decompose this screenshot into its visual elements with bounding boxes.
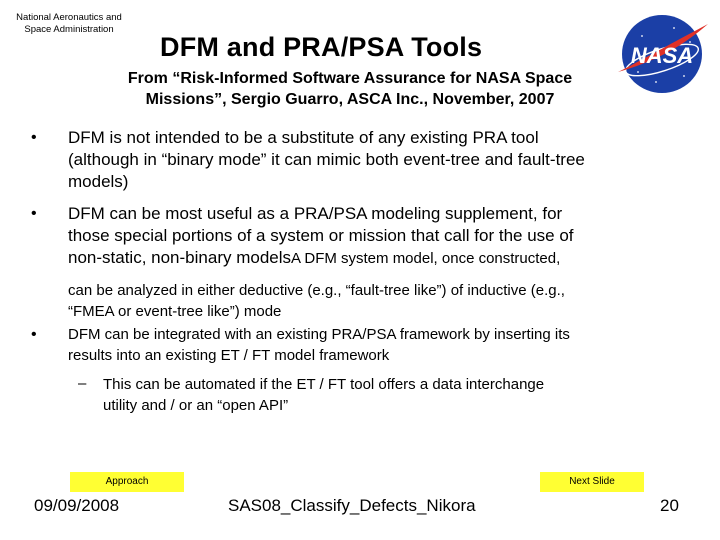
sub-bullet <box>103 374 544 416</box>
sub-bullet-line-1: This can be automated if the ET / FT tool offers a data interchange <box>103 376 545 393</box>
slide-subtitle <box>80 68 620 110</box>
bullet-2-continuation <box>68 280 565 322</box>
nasa-logo <box>612 10 712 98</box>
bullet-1-line-2: (although in “binary mode” it can mimic both event-tree and fault-tree <box>68 150 585 169</box>
footer-date: 09/09/2008 <box>34 496 120 515</box>
subtitle-line-2: Missions”, Sergio Guarro, ASCA Inc., November, 2007 <box>145 91 555 108</box>
bullet-2-cont-line-2: “FMEA or event-tree like”) mode <box>68 303 282 320</box>
bullet-3 <box>68 324 570 366</box>
subtitle-line-1: From “Risk-Informed Software Assurance for NASA Space <box>127 70 573 87</box>
bullet-2-line-2: those special portions of a system or mission that call for the use of <box>68 226 574 245</box>
bullet-2-line-1: DFM can be most useful as a PRA/PSA modeling supplement, for <box>68 204 563 223</box>
bullet-2 <box>68 203 574 270</box>
bullet-1-line-3: models) <box>68 172 129 191</box>
sub-bullet-line-2: utility and / or an “open API” <box>103 397 289 414</box>
bullet-2-line-3 <box>68 247 574 270</box>
approach-button[interactable]: Approach <box>70 472 184 492</box>
bullet-2-small-text: A DFM system model, once constructed, <box>291 250 561 267</box>
sub-bullet-marker: – <box>78 375 87 392</box>
footer-filename: SAS08_Classify_Defects_Nikora <box>228 496 476 515</box>
bullet-2-cont-line-1: can be analyzed in either deductive (e.g., “fault-tree like”) of inductive (e.g., <box>68 282 565 299</box>
logo-text: NASA <box>630 43 694 68</box>
bullet-1-line-1: DFM is not intended to be a substitute of any existing PRA tool <box>68 128 539 147</box>
next-slide-button[interactable]: Next Slide <box>540 472 644 492</box>
bullet-marker: • <box>31 326 37 343</box>
agency-name <box>4 12 134 36</box>
bullet-2-large-text: non-static, non-binary models <box>68 248 292 267</box>
slide-title: DFM and PRA/PSA Tools <box>160 32 483 62</box>
bullet-marker: • <box>31 205 37 222</box>
bullet-1 <box>68 127 585 193</box>
agency-line-2: Space Administration <box>24 24 114 35</box>
bullet-marker: • <box>31 129 37 146</box>
bullet-3-line-1: DFM can be integrated with an existing PRA/PSA framework by inserting its <box>68 326 570 343</box>
bullet-3-line-2: results into an existing ET / FT model framework <box>68 347 390 364</box>
agency-line-1: National Aeronautics and <box>16 12 122 23</box>
page-number: 20 <box>660 496 679 515</box>
